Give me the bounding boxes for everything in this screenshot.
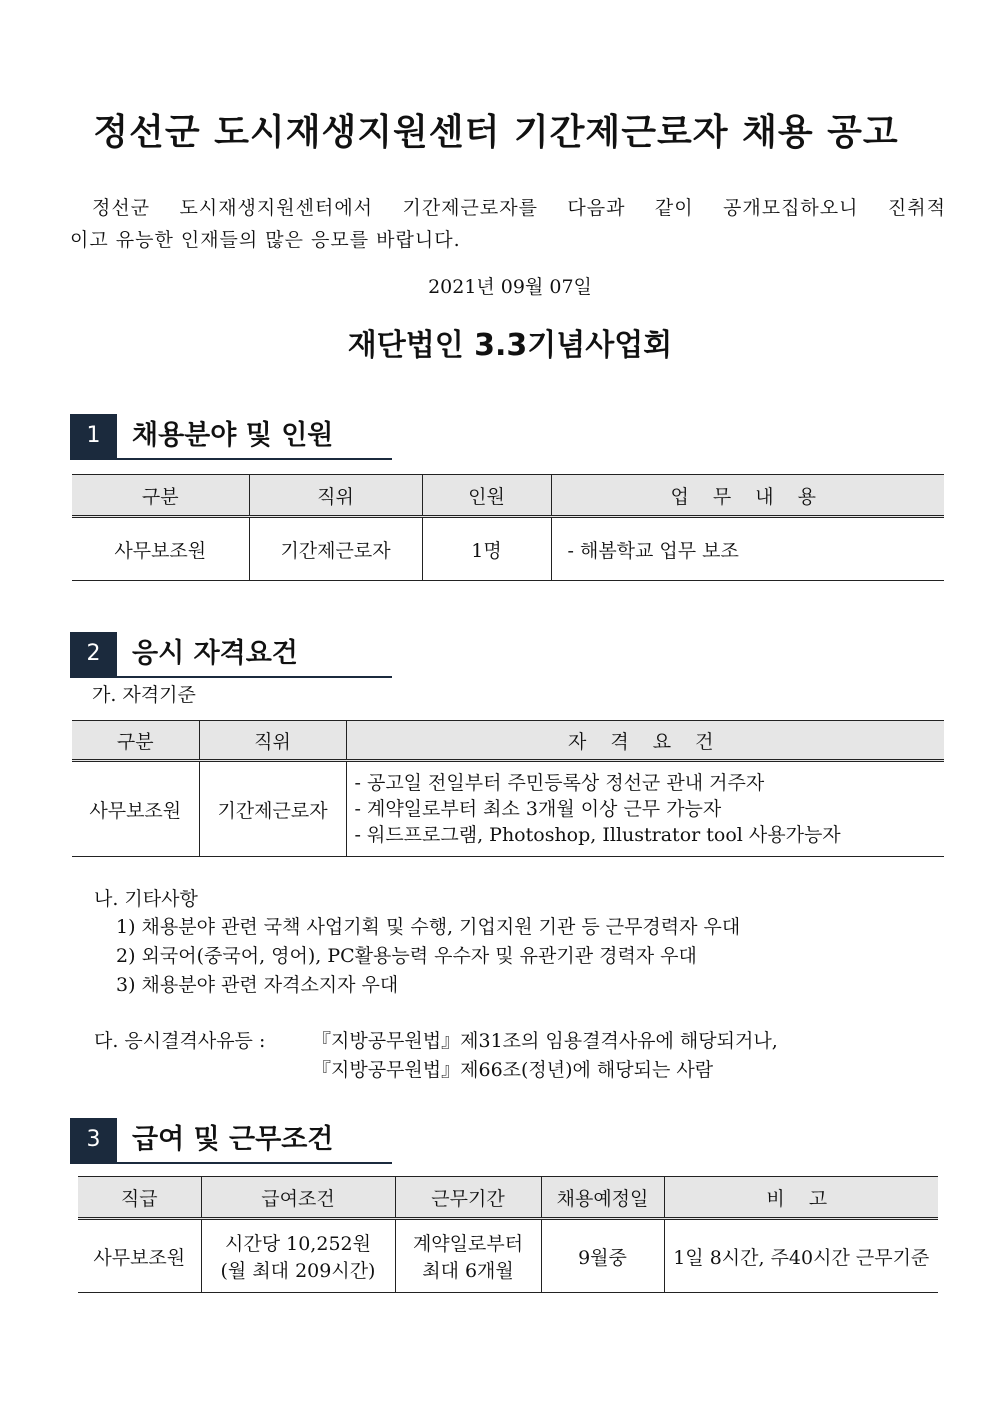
- other-item: 3) 채용분야 관련 자격소지자 우대: [116, 974, 399, 996]
- other-item: 2) 외국어(중국어, 영어), PC활용능력 우수자 및 유관기관 경력자 우대: [116, 945, 697, 967]
- intro-paragraph: [70, 192, 946, 256]
- sub-heading-qualification: 가. 자격기준: [92, 684, 196, 706]
- sub-heading-disqualification: 다. 응시결격사유등 :: [94, 1030, 266, 1052]
- col-header-category: 구분: [72, 721, 199, 761]
- cell-requirements: [346, 761, 944, 857]
- section-3-number: 3: [70, 1118, 117, 1162]
- cell-grade: 사무보조원: [78, 1219, 201, 1293]
- col-header-period: 근무기간: [395, 1177, 541, 1219]
- cell-position: 기간제근로자: [199, 761, 346, 857]
- disqualification-line: 『지방공무원법』제31조의 임용결격사유에 해당되거나,: [312, 1030, 778, 1052]
- period-line: 최대 6개월: [422, 1260, 514, 1282]
- cell-position: 기간제근로자: [249, 517, 422, 581]
- recruitment-table: [72, 474, 944, 581]
- col-header-position: 직위: [199, 721, 346, 761]
- col-header-note: 비 고: [664, 1177, 938, 1219]
- salary-table: [78, 1176, 938, 1293]
- section-1-header: [70, 414, 392, 460]
- col-header-start-date: 채용예정일: [541, 1177, 664, 1219]
- cell-note: 1일 8시간, 주40시간 근무기준: [664, 1219, 938, 1293]
- qualification-table: [72, 720, 944, 857]
- requirement-item: - 계약일로부터 최소 3개월 이상 근무 가능자: [354, 798, 722, 820]
- disqualification-line: 『지방공무원법』제66조(정년)에 해당되는 사람: [312, 1059, 714, 1081]
- col-header-count: 인원: [422, 475, 551, 517]
- section-2-title: 응시 자격요건: [132, 638, 298, 669]
- col-header-category: 구분: [72, 475, 249, 517]
- col-header-grade: 직급: [78, 1177, 201, 1219]
- organization-name: 재단법인 3.3기념사업회: [347, 328, 673, 363]
- cell-start-date: 9월중: [541, 1219, 664, 1293]
- col-header-requirements: 자 격 요 건: [346, 721, 944, 761]
- period-line: 계약일로부터: [412, 1233, 524, 1255]
- section-2-header: [70, 632, 392, 678]
- col-header-duty: 업 무 내 용: [551, 475, 944, 517]
- page-title: 정선군 도시재생지원센터 기간제근로자 채용 공고: [93, 112, 899, 153]
- section-1-number: 1: [70, 414, 117, 458]
- cell-pay: [201, 1219, 395, 1293]
- cell-category: 사무보조원: [72, 761, 199, 857]
- section-3-header: [70, 1118, 392, 1164]
- sub-heading-others: 나. 기타사항: [94, 888, 198, 910]
- section-1-title: 채용분야 및 인원: [132, 420, 334, 451]
- cell-period: [395, 1219, 541, 1293]
- intro-line-1: 정선군 도시재생지원센터에서 기간제근로자를 다음과 같이 공개모집하오니 진취적: [92, 197, 946, 219]
- section-2-number: 2: [70, 632, 117, 676]
- pay-line: (월 최대 209시간): [220, 1260, 376, 1282]
- intro-line-2: 이고 유능한 인재들의 많은 응모를 바랍니다.: [70, 229, 461, 251]
- requirement-item: - 워드프로그램, Photoshop, Illustrator tool 사용가능자: [354, 824, 841, 846]
- requirement-item: - 공고일 전일부터 주민등록상 정선군 관내 거주자: [354, 772, 765, 794]
- section-3-title: 급여 및 근무조건: [132, 1124, 334, 1155]
- col-header-pay: 급여조건: [201, 1177, 395, 1219]
- cell-duty: - 해봄학교 업무 보조: [551, 517, 944, 581]
- cell-count: 1명: [422, 517, 551, 581]
- announcement-date: 2021년 09월 07일: [428, 276, 592, 298]
- col-header-position: 직위: [249, 475, 422, 517]
- cell-category: 사무보조원: [72, 517, 249, 581]
- other-item: 1) 채용분야 관련 국책 사업기획 및 수행, 기업지원 기관 등 근무경력자 우대: [116, 916, 741, 938]
- pay-line: 시간당 10,252원: [225, 1233, 371, 1255]
